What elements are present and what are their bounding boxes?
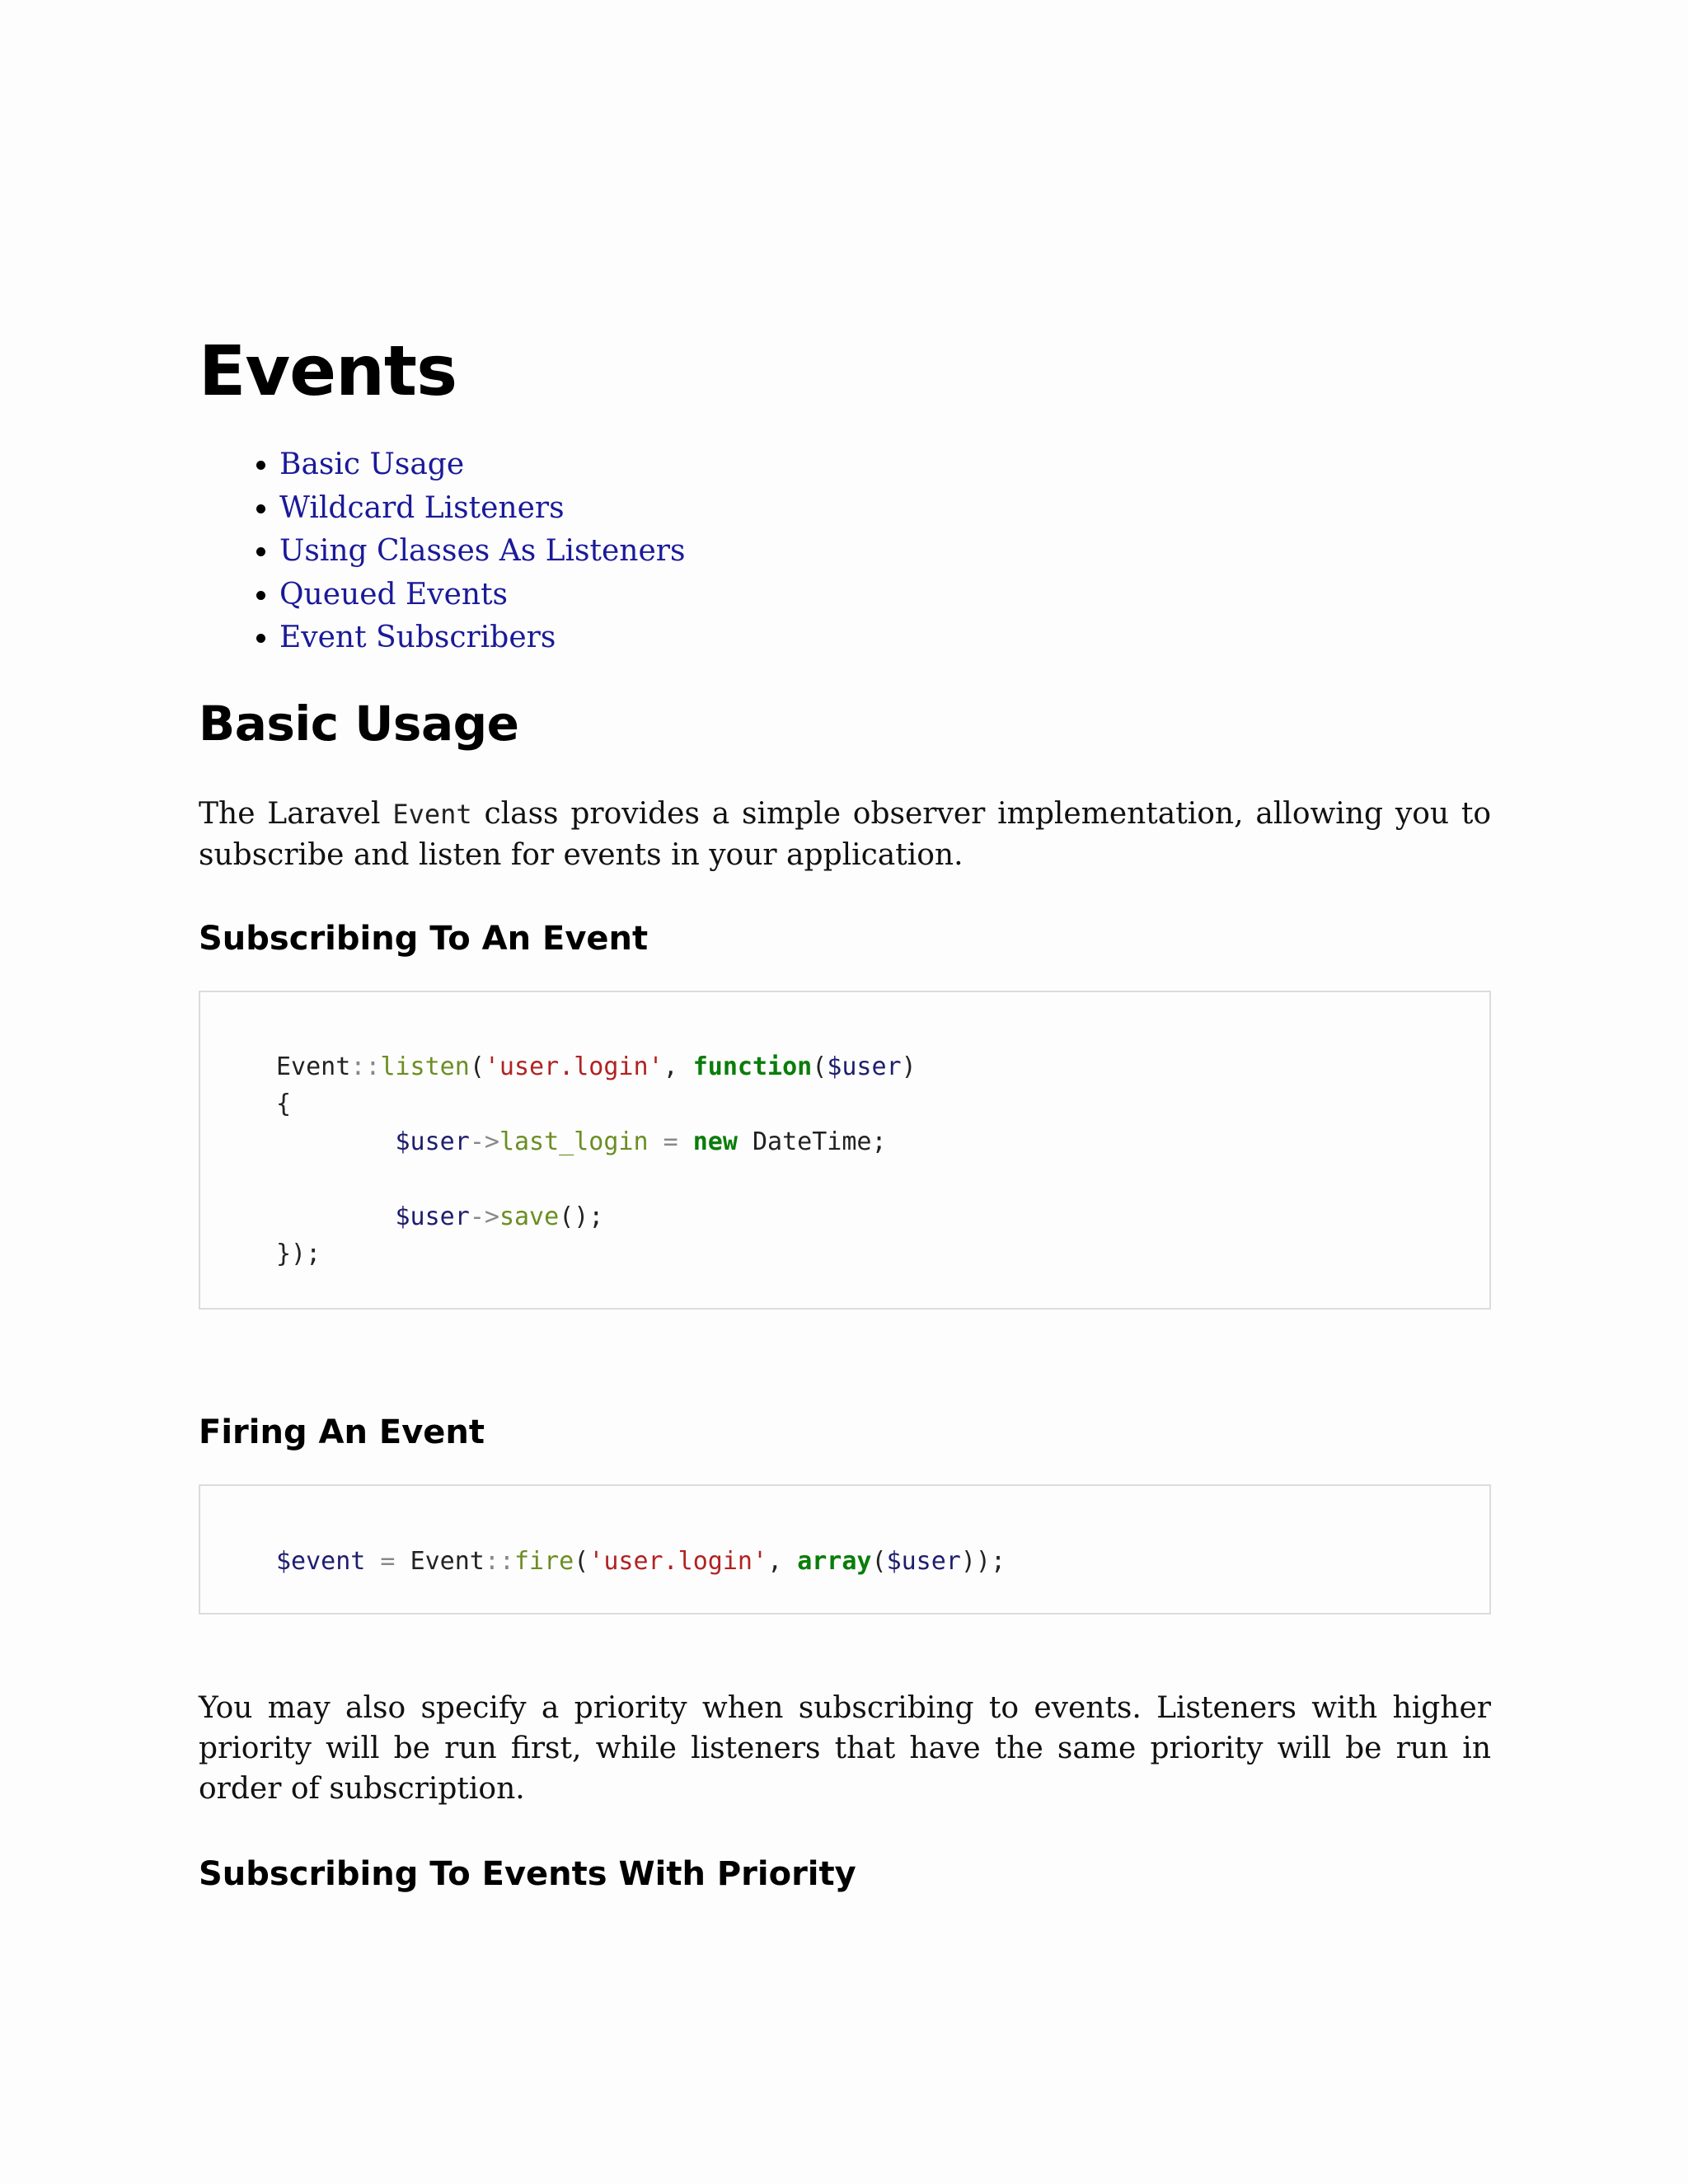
code-token: -> bbox=[469, 1202, 499, 1231]
code-block-subscribe bbox=[199, 991, 1491, 1310]
subheading-priority: Subscribing To Events With Priority bbox=[199, 1855, 856, 1893]
code-token: ( bbox=[812, 1052, 828, 1081]
code-token: :: bbox=[484, 1546, 514, 1576]
code-token: new bbox=[692, 1127, 738, 1156]
code-token: $event bbox=[276, 1546, 366, 1576]
code-token: (); bbox=[559, 1202, 604, 1231]
code-token: $user bbox=[827, 1052, 902, 1081]
code-token: function bbox=[692, 1052, 813, 1081]
code-token: )); bbox=[960, 1546, 1006, 1576]
code-block-fire bbox=[199, 1484, 1491, 1615]
intro-text-start: The Laravel bbox=[199, 796, 393, 831]
code-token: Event bbox=[276, 1052, 351, 1081]
code-token: $user bbox=[395, 1202, 470, 1231]
code-token: ( bbox=[574, 1546, 589, 1576]
toc-item bbox=[279, 530, 1491, 574]
toc-link-queued-events[interactable]: Queued Events bbox=[279, 577, 509, 612]
toc-link-wildcard-listeners[interactable]: Wildcard Listeners bbox=[279, 490, 565, 525]
code-line bbox=[276, 1543, 1489, 1581]
toc-link-basic-usage[interactable]: Basic Usage bbox=[279, 448, 465, 481]
code-token: $user bbox=[395, 1127, 470, 1156]
code-token: , bbox=[767, 1546, 798, 1576]
code-token: 'user.login' bbox=[484, 1052, 663, 1081]
intro-text-end: class provides a simple observer implementation, allowing you to subscribe and listen for events in your application. bbox=[199, 796, 1491, 872]
toc-link-event-subscribers[interactable]: Event Subscribers bbox=[279, 621, 556, 654]
code-line bbox=[276, 1123, 1489, 1161]
document-page bbox=[199, 330, 1491, 1895]
code-indent bbox=[276, 1202, 396, 1231]
code-token: ( bbox=[871, 1546, 887, 1576]
code-token: = bbox=[365, 1546, 410, 1576]
inline-code-event: Event bbox=[392, 798, 472, 830]
code-token: ) bbox=[901, 1052, 917, 1081]
toc-item bbox=[279, 574, 1491, 617]
code-token: fire bbox=[514, 1546, 574, 1576]
toc-link-using-classes[interactable]: Using Classes As Listeners bbox=[279, 534, 686, 568]
code-line bbox=[276, 1085, 1489, 1123]
code-line-blank bbox=[276, 1160, 1489, 1198]
code-line bbox=[276, 1048, 1489, 1086]
code-token: :: bbox=[350, 1052, 381, 1081]
intro-paragraph bbox=[199, 794, 1491, 875]
code-token: listen bbox=[380, 1052, 470, 1081]
subheading-subscribing: Subscribing To An Event bbox=[199, 919, 649, 958]
code-token: }); bbox=[276, 1240, 321, 1268]
code-token: , bbox=[663, 1052, 693, 1081]
code-token: = bbox=[648, 1127, 693, 1156]
code-token: DateTime; bbox=[737, 1127, 887, 1156]
code-token: 'user.login' bbox=[588, 1546, 768, 1576]
toc-item bbox=[279, 616, 1491, 660]
page-title: Events bbox=[199, 330, 457, 411]
code-token: last_login bbox=[499, 1127, 649, 1156]
code-token: $user bbox=[886, 1546, 961, 1576]
code-token: Event bbox=[410, 1546, 485, 1576]
toc-item bbox=[279, 443, 1491, 487]
code-token: save bbox=[499, 1202, 560, 1231]
code-line bbox=[276, 1198, 1489, 1236]
code-token: { bbox=[276, 1090, 292, 1118]
code-token: ( bbox=[469, 1052, 485, 1081]
code-line bbox=[276, 1235, 1489, 1273]
code-token: array bbox=[797, 1546, 872, 1576]
code-token: -> bbox=[469, 1127, 499, 1156]
section-heading-basic-usage: Basic Usage bbox=[199, 695, 519, 752]
subheading-firing: Firing An Event bbox=[199, 1413, 485, 1451]
table-of-contents bbox=[199, 443, 1491, 660]
toc-item bbox=[279, 487, 1491, 531]
code-indent bbox=[276, 1127, 396, 1156]
priority-paragraph: You may also specify a priority when subscribing to events. Listeners with higher priority will be run first, while listeners that have the same priority will be run in order of subscription. bbox=[199, 1691, 1491, 1806]
